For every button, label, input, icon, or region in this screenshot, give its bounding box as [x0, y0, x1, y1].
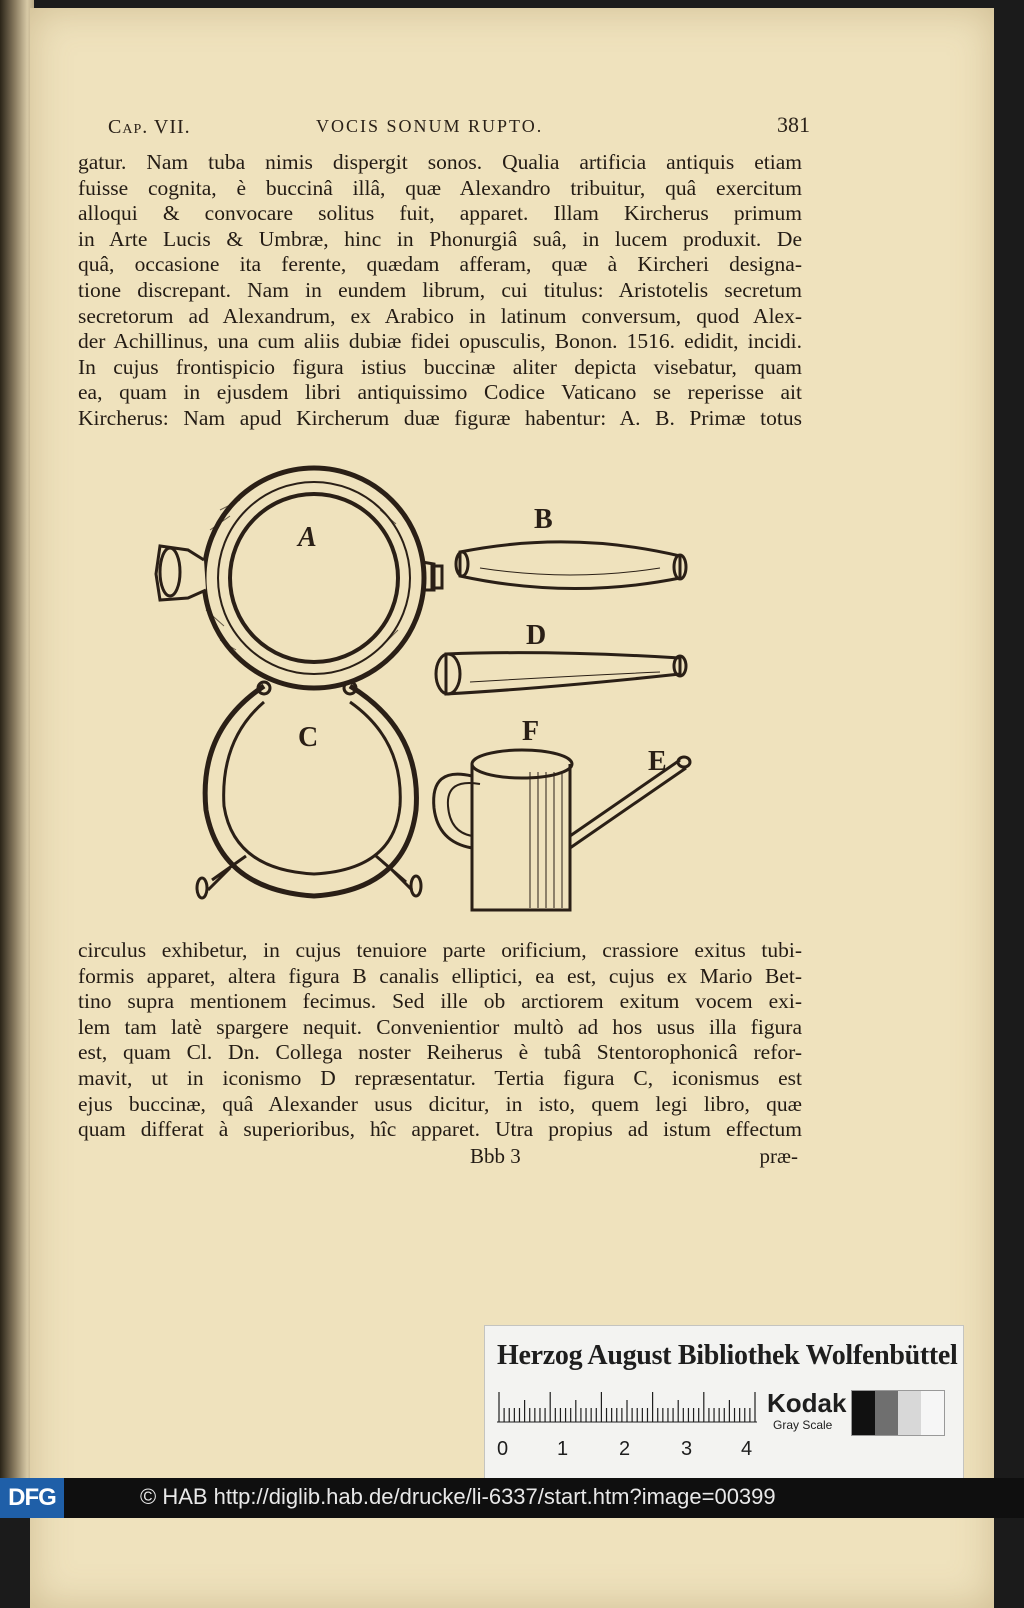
image-credit-link[interactable]: © HAB http://diglib.hab.de/drucke/li-6337/start.htm?image=00399 — [140, 1484, 776, 1509]
text-line: ea, quam in ejusdem libri antiquissimo Codice Vaticano se reperisse ait — [78, 380, 802, 405]
text-line: in Arte Lucis & Umbræ, hinc in Phonurgiâ suâ, in lucem produxit. De — [78, 226, 802, 251]
text-block-top — [78, 150, 802, 432]
figure-c-horseshoe — [197, 682, 421, 898]
gray-swatch — [875, 1391, 898, 1435]
woodcut-figure — [150, 450, 710, 930]
text-line: lem tam latè spargere nequit. Convenientior multò ad hos usus illa figura — [78, 1014, 802, 1039]
text-line: quam differat à superioribus, hîc apparet. Utra propius ad istum effectum — [78, 1117, 802, 1142]
text-line: der Achillinus, una cum aliis dubiæ fidei opusculis, Bonon. 1516. edidit, incidi. — [78, 329, 802, 354]
text-line: circulus exhibetur, in cujus tenuiore parte orificium, crassiore exitus tubi- — [78, 938, 802, 962]
label-d: D — [526, 620, 547, 651]
label-f: F — [522, 716, 540, 747]
ruler-number: 1 — [557, 1438, 569, 1460]
text-line: ejus buccinæ, quâ Alexander usus dicitur, in isto, quem legi libro, quæ — [78, 1091, 802, 1116]
ruler-number: 0 — [497, 1438, 509, 1460]
label-c: C — [298, 722, 319, 753]
text-line: fuisse cognita, è buccinâ illâ, quæ Alexandro tribuitur, quâ exercitum — [78, 175, 802, 200]
kodak-brand: Kodak — [767, 1388, 847, 1418]
text-line: formis apparet, altera figura B canalis elliptici, ea est, cujus ex Mario Bet- — [78, 963, 802, 988]
ruler-number: 4 — [741, 1438, 753, 1460]
gray-swatch — [898, 1391, 921, 1435]
signature-mark: Bbb 3 — [470, 1144, 521, 1168]
gray-swatch — [921, 1391, 944, 1435]
running-head — [108, 112, 808, 144]
text-line: secretorum ad Alexandrum, ex Arabico in latinum conversum, quod Alex- — [78, 303, 802, 328]
running-head-title: VOCIS SONUM RUPTO. — [316, 116, 544, 136]
gray-swatch — [852, 1391, 875, 1435]
figure-a-ring — [156, 468, 442, 688]
text-line: tino supra mentionem fecimus. Sed ille ob arctiorem exitum vocem exi- — [78, 989, 802, 1014]
text-line: mavit, ut in iconismo D repræsentatur. Tertia figura C, iconismus est — [78, 1065, 802, 1090]
text-block-bottom — [78, 938, 802, 1143]
text-line: tione discrepant. Nam in eundem librum, cui titulus: Aristotelis secretum — [78, 277, 802, 302]
label-e: E — [648, 746, 667, 777]
measurement-ruler — [495, 1386, 765, 1438]
running-head-chapter: Cap. VII. — [108, 116, 191, 138]
label-a: A — [298, 522, 317, 553]
text-line: alloqui & convocare solitus fuit, apparet. Illam Kircherus primum — [78, 201, 802, 226]
text-line: In cujus frontispicio figura istius buccinæ aliter depicta visebatur, quam — [78, 354, 802, 379]
catchword: præ- — [759, 1144, 798, 1168]
page-footer — [78, 1144, 798, 1174]
label-b: B — [534, 504, 553, 535]
dfg-logo[interactable]: DFG — [0, 1478, 64, 1518]
library-name: Herzog August Bibliothek Wolfenbüttel — [497, 1340, 958, 1371]
left-book-edge — [0, 0, 34, 1478]
gray-scale-swatches — [851, 1390, 945, 1436]
text-line: est, quam Cl. Dn. Collega noster Reiherus è tubâ Stentorophonicâ refor- — [78, 1040, 802, 1065]
page-number: 381 — [777, 112, 810, 137]
figure-d-tube — [436, 653, 686, 694]
color-reference-card — [484, 1325, 964, 1479]
figure-b-tube — [456, 542, 686, 589]
ruler-number: 3 — [681, 1438, 693, 1460]
text-line: gatur. Nam tuba nimis dispergit sonos. Qualia artificia antiquis etiam — [78, 150, 802, 174]
ruler-numbers — [493, 1438, 763, 1468]
ruler-number: 2 — [619, 1438, 631, 1460]
gray-scale-label: Gray Scale — [773, 1418, 833, 1432]
text-line: quâ, occasione ita ferente, quædam afferam, quæ à Kircheri designa- — [78, 252, 802, 277]
instrument-illustration — [150, 450, 710, 930]
text-line: Kircherus: Nam apud Kircherum duæ figuræ habentur: A. B. Primæ totus — [78, 405, 802, 430]
